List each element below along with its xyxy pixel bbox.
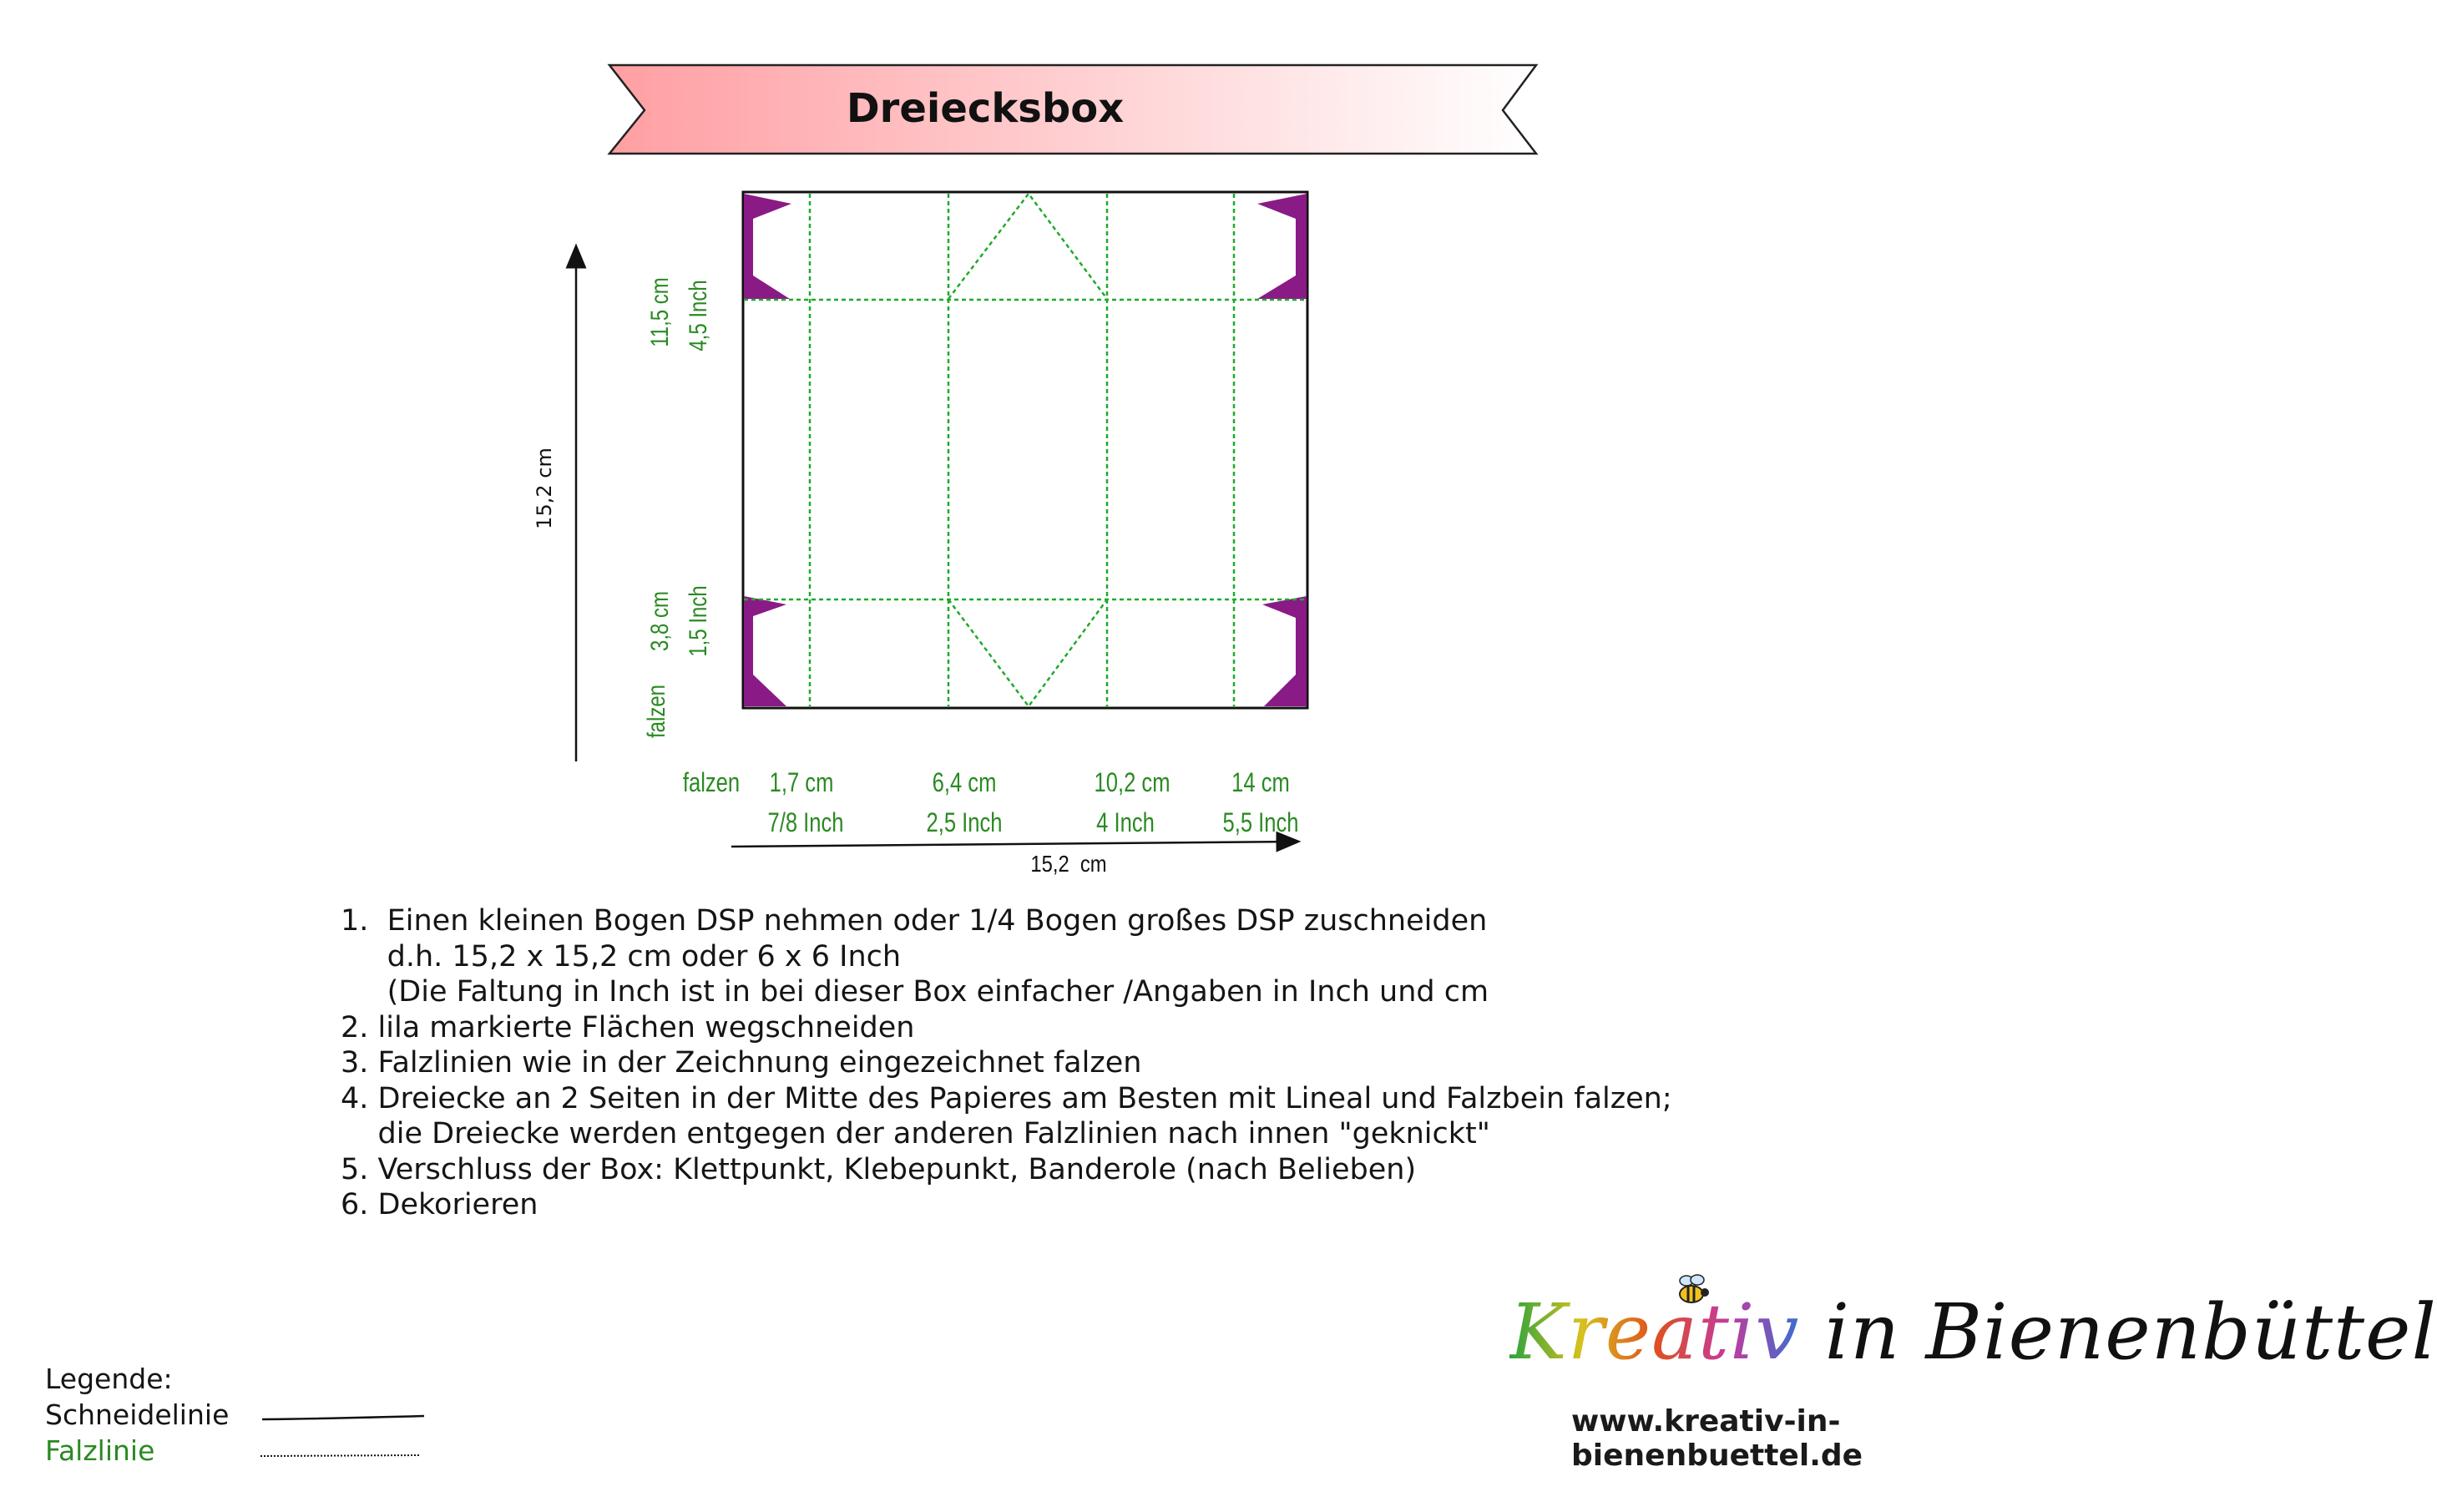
- cut-away-top-left: [744, 194, 791, 299]
- instruction-line: d.h. 15,2 x 15,2 cm oder 6 x 6 Inch: [341, 939, 902, 973]
- horizontal-falzen-label: falzen: [682, 768, 741, 798]
- horizontal-label-3-cm: 10,2 cm: [1094, 768, 1170, 798]
- fold-lines: [744, 194, 1307, 706]
- legend-cut-label: Schneidelinie: [45, 1398, 230, 1431]
- horizontal-dimension-arrow: [731, 842, 1291, 847]
- legend-heading: Legende:: [45, 1363, 173, 1395]
- horizontal-label-4-inch: 5,5 Inch: [1222, 808, 1299, 838]
- paper-outline: [743, 192, 1307, 708]
- brand-url: www.kreativ-in-bienenbuettel.de: [1571, 1404, 1863, 1473]
- cut-away-bottom-right: [1262, 596, 1307, 706]
- instruction-line: 1. Einen kleinen Bogen DSP nehmen oder 1/4 Bogen großes DSP zuschneiden: [341, 904, 1488, 938]
- cut-away-bottom-left: [744, 596, 786, 706]
- vertical-label-2-cm: 3,8 cm: [645, 590, 674, 652]
- horizontal-label-1-cm: 1,7 cm: [769, 768, 834, 798]
- instruction-line: 6. Dekorieren: [341, 1188, 538, 1221]
- instruction-line: 4. Dreiecke an 2 Seiten in der Mitte des Papieres am Besten mit Lineal und Falzbein falzen;: [341, 1081, 1672, 1115]
- legend-cut-line-sample: [262, 1416, 424, 1419]
- horizontal-label-2-inch: 2,5 Inch: [926, 808, 1003, 838]
- vertical-label-1-cm: 11,5 cm: [645, 277, 674, 347]
- title-banner: [609, 65, 1536, 154]
- horizontal-label-2-cm: 6,4 cm: [932, 768, 997, 798]
- vertical-falzen-label: falzen: [641, 684, 670, 739]
- brand-wordmark-colored: Kreativ: [1509, 1287, 1800, 1377]
- vertical-label-2-inch: 1,5 Inch: [683, 585, 712, 657]
- instruction-line: die Dreiecke werden entgegen der anderen Falzlinien nach innen "geknickt": [341, 1117, 1490, 1150]
- instruction-line: (Die Faltung in Inch ist in bei dieser Box einfacher /Angaben in Inch und cm: [341, 975, 1489, 1009]
- instructions-list: [341, 903, 1672, 1223]
- horizontal-total-label: 15,2 cm: [1030, 850, 1107, 877]
- vertical-total-label: 15,2 cm: [533, 448, 556, 529]
- instruction-line: 2. lila markierte Flächen wegschneiden: [341, 1010, 915, 1044]
- horizontal-label-4-cm: 14 cm: [1231, 768, 1290, 798]
- cut-away-areas: [744, 194, 1307, 706]
- vertical-label-1-inch: 4,5 Inch: [683, 280, 712, 351]
- brand-logo: [1503, 1269, 2437, 1473]
- instruction-line: 3. Falzlinien wie in der Zeichnung eingezeichnet falzen: [341, 1046, 1142, 1080]
- fold-triangle-top: [948, 194, 1107, 299]
- horizontal-fold-labels: [683, 768, 1299, 837]
- horizontal-label-1-inch: 7/8 Inch: [767, 808, 844, 838]
- fold-triangle-bottom: [948, 599, 1107, 706]
- horizontal-label-3-inch: 4 Inch: [1096, 808, 1155, 838]
- instruction-line: 5. Verschluss der Box: Klettpunkt, Klebepunkt, Banderole (nach Belieben): [341, 1152, 1417, 1186]
- cut-away-top-right: [1257, 194, 1307, 299]
- vertical-fold-labels: [641, 277, 711, 738]
- legend: [45, 1361, 229, 1469]
- legend-fold-line-sample: [260, 1455, 419, 1456]
- brand-wordmark-rest: in Bienenbüttel: [1799, 1287, 2437, 1377]
- brand-wordmark: [1509, 1287, 2437, 1377]
- page-title: Dreiecksbox: [846, 85, 1125, 132]
- legend-fold-label: Falzlinie: [45, 1434, 155, 1467]
